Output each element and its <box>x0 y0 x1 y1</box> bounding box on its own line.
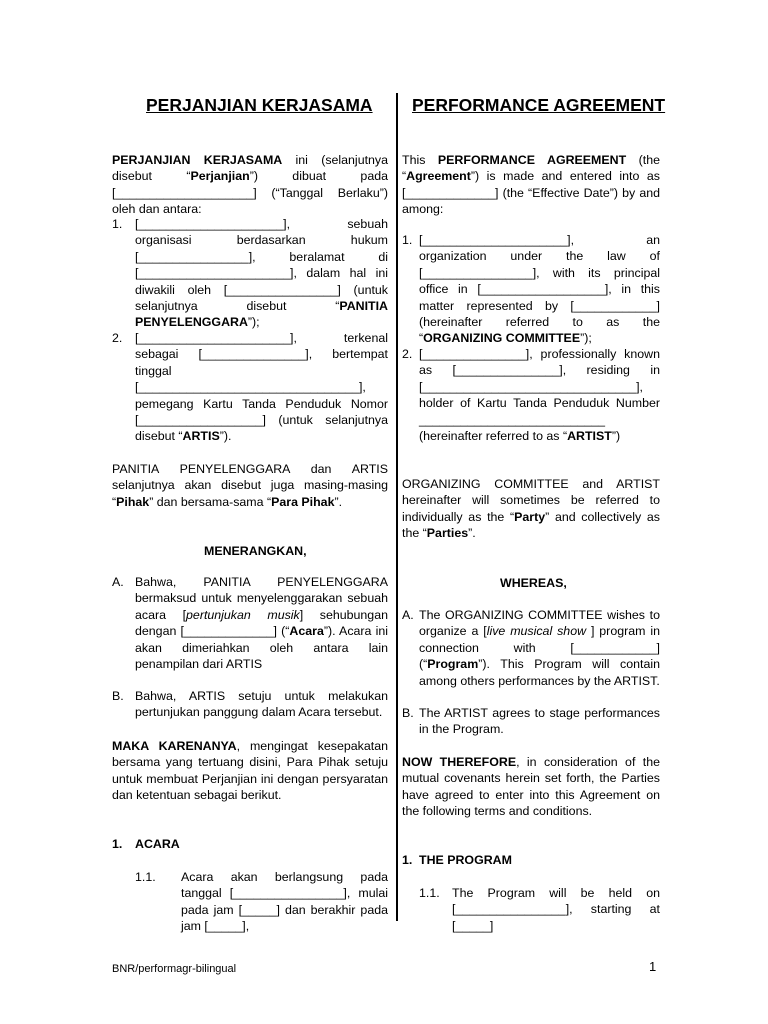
footer-document-reference: BNR/performagr-bilingual <box>112 963 237 975</box>
title-indonesian: PERJANJIAN KERJASAMA <box>146 95 373 115</box>
title-english: PERFORMANCE AGREEMENT <box>412 95 666 115</box>
parties-definition-en: ORGANIZING COMMITTEE and ARTIST hereinafter will sometimes be referred to individually as the “Party” and collectively as the “Parties”. <box>402 477 660 541</box>
intro-paragraph-en: This PERFORMANCE AGREEMENT (the “Agreement”) is made and entered into as [_____________] (the “Effective Date”) by and among: <box>402 153 661 217</box>
section-1-heading-id: 1. ACARA <box>112 837 180 851</box>
therefore-paragraph-id: MAKA KARENANYA, mengingat kesepakatan bersama yang tertuang disini, Para Pihak setuju untuk membuat Perjanjian ini dengan persyaratan dan ketentuan sebagai berikut. <box>112 739 388 803</box>
whereas-heading-en: WHEREAS, <box>500 576 567 590</box>
whereas-heading-id: MENERANGKAN, <box>204 544 307 558</box>
column-divider <box>396 93 398 921</box>
therefore-paragraph-en: NOW THEREFORE, in consideration of the mutual covenants herein set forth, the Parties have agreed to enter into this Agreement on the following terms and conditions. <box>402 755 660 819</box>
footer-page-number: 1 <box>649 959 657 974</box>
parties-definition-id: PANITIA PENYELENGGARA dan ARTIS selanjutnya akan disebut juga masing-masing “Pihak” dan bersama-sama “Para Pihak”. <box>112 462 388 509</box>
section-1-heading-en: 1. THE PROGRAM <box>402 853 512 867</box>
intro-paragraph-id: PERJANJIAN KERJASAMA ini (selanjutnya disebut “Perjanjian”) dibuat pada [____________________] (“Tanggal Berlaku”) oleh dan antara: <box>112 153 388 217</box>
